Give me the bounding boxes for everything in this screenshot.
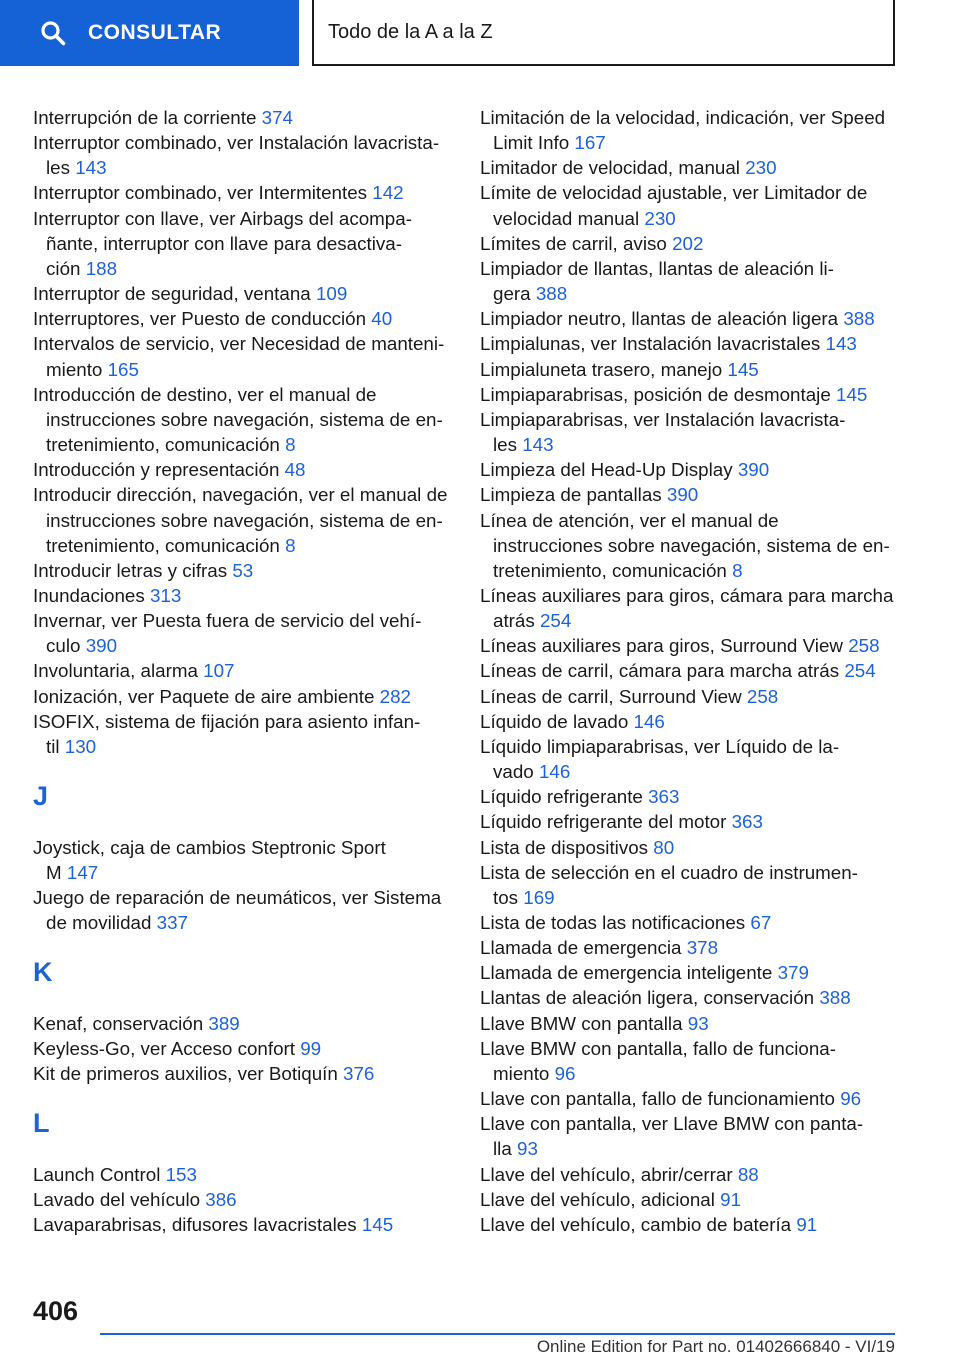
index-entry-text: miento (46, 358, 103, 380)
index-page-link[interactable]: 88 (737, 1163, 759, 1185)
index-page-link[interactable]: 230 (745, 157, 777, 179)
index-page-link[interactable]: 337 (156, 912, 189, 934)
index-page-link[interactable]: 153 (165, 1163, 197, 1185)
index-page-link[interactable]: 93 (517, 1138, 538, 1160)
index-entry-text: Líneas de carril, cámara para marcha atrás (480, 660, 840, 682)
index-entry-text: Inundaciones (33, 584, 145, 606)
index-entry-text: tretenimiento, comunicación (493, 559, 727, 581)
index-entry-text: Líquido de lavado (480, 710, 629, 732)
footer-divider (100, 1333, 895, 1335)
index-entry (33, 482, 451, 557)
index-entry-text: Juego de reparación de neumáticos, ver Sistema (33, 886, 442, 908)
index-entry-text: Joystick, caja de cambios Steptronic Sport (33, 836, 386, 858)
index-page-link[interactable]: 390 (737, 459, 770, 481)
index-entry-text: Introducción de destino, ver el manual de (33, 383, 377, 405)
index-entry (480, 1086, 898, 1111)
index-entry-text: Línea de atención, ver el manual de (480, 509, 779, 531)
index-entry (480, 1011, 898, 1036)
index-entry-text: Involuntaria, alarma (33, 660, 198, 682)
index-entry (480, 1187, 898, 1212)
index-entry (480, 180, 898, 230)
index-page-link[interactable]: 169 (523, 886, 555, 908)
index-page-link[interactable]: 145 (836, 383, 868, 405)
index-entry-text: Lista de dispositivos (480, 836, 649, 858)
index-entry-text: Líquido refrigerante (480, 786, 643, 808)
index-entry-text: Limpialuneta trasero, manejo (480, 358, 723, 380)
index-page-link[interactable]: 389 (208, 1012, 240, 1034)
index-entry-text: Límite de velocidad ajustable, ver Limitador de (480, 182, 868, 204)
index-entry (33, 1036, 451, 1061)
index-entry (33, 835, 451, 885)
index-page-link[interactable]: 167 (574, 132, 606, 154)
index-entry (33, 180, 451, 205)
index-page-link[interactable]: 165 (107, 358, 139, 380)
index-page-link[interactable]: 8 (285, 434, 296, 456)
index-entry-text: Interruptor con llave, ver Airbags del acompa- (33, 207, 412, 229)
index-page-link[interactable]: 67 (750, 912, 772, 933)
index-entry-text: M (46, 861, 62, 883)
index-entry (480, 1036, 898, 1086)
index-entry (33, 105, 451, 130)
index-entry-text: Llantas de aleación ligera, conservación (480, 987, 815, 1009)
index-page-link[interactable]: 390 (666, 484, 699, 506)
index-entry (33, 130, 451, 180)
index-column-right (480, 105, 898, 1237)
index-entry (480, 960, 898, 985)
index-entry (480, 860, 898, 910)
index-entry (33, 1061, 451, 1086)
index-entry-text: Líquido limpiaparabrisas, ver Líquido de la- (480, 735, 840, 757)
index-page-link[interactable]: 145 (361, 1213, 394, 1235)
index-page-link[interactable]: 386 (205, 1188, 237, 1210)
index-entry-text: Limpialunas, ver Instalación lavacristales (480, 333, 821, 355)
index-entry-text: Interruptores, ver Puesto de conducción (33, 308, 367, 330)
index-entry (33, 608, 451, 658)
index-page-link[interactable]: 130 (64, 735, 97, 757)
index-page-link[interactable]: 313 (149, 584, 182, 606)
index-page-link[interactable]: 93 (687, 1012, 709, 1034)
index-entry-text: culo (46, 635, 81, 657)
index-page-link[interactable]: 107 (203, 660, 235, 682)
index-column-left (33, 105, 451, 1237)
index-entry-text: miento (493, 1062, 550, 1084)
index-page-link[interactable]: 390 (85, 635, 118, 657)
index-entry-text: Intervalos de servicio, ver Necesidad de manteni- (33, 333, 445, 355)
index-page-link[interactable]: 142 (372, 182, 404, 204)
index-page-link[interactable]: 96 (840, 1088, 862, 1110)
index-entry-text: les (493, 434, 518, 456)
index-page-link[interactable]: 363 (731, 811, 763, 833)
index-entry (480, 809, 898, 834)
index-entry-text: Introducir dirección, navegación, ver el manual de (33, 484, 448, 506)
index-entry (480, 382, 898, 407)
index-entry (480, 935, 898, 960)
index-entry (480, 482, 898, 507)
index-entry-text: Launch Control (33, 1163, 161, 1185)
consult-label: CONSULTAR (88, 21, 222, 44)
index-entry-text: ISOFIX, sistema de fijación para asiento infan- (33, 710, 421, 732)
index-entry-text: Limitación de la velocidad, indicación, ver Speed (480, 107, 886, 128)
index-entry-text: Introducir letras y cifras (33, 559, 228, 581)
index-entry-text: Límites de carril, aviso (480, 232, 667, 254)
index-entry-text: vado (493, 761, 534, 783)
index-entry (33, 331, 451, 381)
index-entry-text: Llave con pantalla, ver Llave BMW con panta- (480, 1113, 864, 1135)
index-entry-text: les (46, 157, 71, 179)
index-page-link[interactable]: 145 (727, 358, 759, 380)
index-entry-text: Limpiaparabrisas, posición de desmontaje (480, 383, 831, 405)
index-page-link[interactable]: 254 (844, 660, 876, 682)
index-page-link[interactable]: 378 (686, 937, 719, 959)
index-page-link[interactable]: 8 (285, 534, 296, 556)
index-entry (480, 910, 898, 935)
index-entry (33, 206, 451, 281)
index-entry-text: de movilidad (46, 912, 152, 934)
index-entry-text: Llamada de emergencia inteligente (480, 962, 773, 984)
index-page-link[interactable]: 258 (848, 635, 880, 657)
index-entry-text: Lavado del vehículo (33, 1188, 201, 1210)
index-page-link[interactable]: 146 (633, 710, 665, 732)
index-page-link[interactable]: 230 (644, 207, 676, 229)
index-entry-text: Llave del vehículo, adicional (480, 1188, 715, 1210)
index-entry (480, 457, 898, 482)
index-page-link[interactable]: 258 (746, 685, 779, 707)
index-entry-text: velocidad manual (493, 207, 640, 229)
index-entry-text: Limpieza del Head-Up Display (480, 459, 733, 481)
index-entry-text: gera (493, 283, 531, 305)
index-entry-text: til (46, 735, 60, 757)
index-entry (480, 357, 898, 382)
index-entry (33, 709, 451, 759)
index-entry (480, 734, 898, 784)
index-entry-text: Líneas auxiliares para giros, cámara para marcha (480, 584, 894, 606)
index-entry (480, 105, 898, 155)
index-entry (480, 331, 898, 356)
index-entry-text: instrucciones sobre navegación, sistema de en- (46, 509, 443, 531)
index-letter-heading: J (33, 781, 49, 812)
index-entry-text: Interruptor combinado, ver Intermitentes (33, 182, 368, 204)
section-tab-a-z[interactable] (312, 0, 895, 66)
index-page-link[interactable]: 388 (819, 987, 851, 1009)
index-page-link[interactable]: 53 (232, 559, 254, 581)
index-entry (480, 306, 898, 331)
index-entry (480, 256, 898, 306)
index-entry-text: Interruptor combinado, ver Instalación lavacrista- (33, 132, 440, 154)
footer-edition-text: Online Edition for Part no. 01402666840 - VI/19 (536, 1337, 895, 1356)
index-entry (33, 457, 451, 482)
index-page-link[interactable]: 147 (66, 861, 99, 883)
index-entry-text: Lista de selección en el cuadro de instrumen- (480, 861, 858, 883)
index-page-link[interactable]: 48 (284, 459, 306, 481)
index-entry (480, 508, 898, 583)
index-entry (480, 633, 898, 658)
index-entry-text: Interrupción de la corriente (33, 107, 257, 128)
index-page-link[interactable]: 143 (522, 434, 554, 456)
index-entry (33, 1162, 451, 1187)
index-entry-text: instrucciones sobre navegación, sistema de en- (46, 408, 443, 430)
index-page-link[interactable]: 188 (85, 257, 118, 279)
index-page-link[interactable]: 282 (379, 685, 411, 707)
index-entry-text: Ionización, ver Paquete de aire ambiente (33, 685, 375, 707)
index-entry-text: Llave del vehículo, cambio de batería (480, 1213, 792, 1235)
index-letter-heading: K (33, 957, 53, 988)
index-entry (33, 1212, 451, 1237)
index-entry-text: ción (46, 257, 81, 279)
index-entry-text: Limpiador de llantas, llantas de aleación li- (480, 257, 834, 279)
section-label: Todo de la A a la Z (328, 20, 493, 43)
index-entry (480, 835, 898, 860)
index-entry (33, 583, 451, 608)
index-entry-text: Llave BMW con pantalla, fallo de funciona- (480, 1037, 837, 1059)
index-page-link[interactable]: 146 (538, 761, 571, 783)
index-page-link[interactable]: 202 (672, 232, 704, 254)
index-entry-text: Limitador de velocidad, manual (480, 157, 740, 179)
index-page-link[interactable]: 109 (315, 283, 348, 305)
index-entry-text: Lavaparabrisas, difusores lavacristales (33, 1213, 357, 1235)
index-entry-text: Invernar, ver Puesta fuera de servicio del vehí- (33, 610, 422, 632)
index-entry-text: tos (493, 886, 519, 908)
index-page-link[interactable]: 91 (796, 1213, 818, 1235)
index-entry (480, 709, 898, 734)
index-page-link[interactable]: 376 (343, 1063, 375, 1084)
index-page-link[interactable]: 8 (732, 559, 743, 581)
index-entry-text: Llamada de emergencia (480, 937, 682, 959)
index-entry (33, 382, 451, 457)
index-entry-text: Interruptor de seguridad, ventana (33, 283, 311, 305)
index-page-link[interactable]: 143 (825, 333, 857, 355)
index-entry-text: Keyless-Go, ver Acceso confort (33, 1037, 296, 1059)
index-page-link[interactable]: 80 (653, 836, 675, 858)
index-entry-text: lla (493, 1138, 512, 1160)
index-entry (33, 306, 451, 331)
index-entry-text: Kenaf, conservación (33, 1012, 204, 1034)
index-entry-text: Lista de todas las notificaciones (480, 912, 746, 933)
index-page-link[interactable]: 91 (720, 1188, 742, 1210)
top-navigation (0, 0, 960, 66)
index-page-link[interactable]: 143 (75, 157, 107, 179)
index-entry-text: atrás (493, 610, 535, 632)
index-entry (33, 1187, 451, 1212)
index-letter-heading: L (33, 1108, 50, 1139)
index-page-link[interactable]: 363 (648, 786, 680, 808)
index-entry (480, 985, 898, 1010)
index-entry-text: Líquido refrigerante del motor (480, 811, 727, 833)
search-icon (40, 20, 66, 46)
index-entry (480, 1111, 898, 1161)
index-entry-text: Llave del vehículo, abrir/cerrar (480, 1163, 733, 1185)
index-entry-text: Llave BMW con pantalla (480, 1012, 683, 1034)
index-entry-text: Líneas auxiliares para giros, Surround View (480, 635, 843, 657)
index-entry (480, 407, 898, 457)
index-entry (33, 281, 451, 306)
index-entry-text: instrucciones sobre navegación, sistema de en- (493, 534, 890, 556)
index-page-link[interactable]: 254 (539, 610, 572, 632)
index-page-link[interactable]: 99 (300, 1037, 322, 1059)
index-entry-text: ñante, interruptor con llave para desactiva- (46, 232, 403, 254)
index-entry-text: tretenimiento, comunicación (46, 534, 280, 556)
index-page-link[interactable]: 379 (777, 962, 809, 984)
index-entry (480, 155, 898, 180)
index-entry-text: tretenimiento, comunicación (46, 434, 280, 456)
index-page-link[interactable]: 388 (843, 308, 875, 330)
index-entry (33, 684, 451, 709)
index-entry (480, 784, 898, 809)
index-entry (480, 1212, 898, 1237)
index-entry (33, 885, 451, 935)
index-entry-text: Kit de primeros auxilios, ver Botiquín (33, 1063, 338, 1084)
index-entry-text: Limpiaparabrisas, ver Instalación lavacrista- (480, 408, 846, 430)
index-entry (480, 1162, 898, 1187)
index-entry (480, 658, 898, 683)
index-entry-text: Líneas de carril, Surround View (480, 685, 742, 707)
index-entry (33, 558, 451, 583)
index-entry (480, 231, 898, 256)
index-entry-text: Limit Info (493, 132, 570, 154)
index-page-link[interactable]: 388 (535, 283, 568, 305)
index-entry-text: Llave con pantalla, fallo de funcionamiento (480, 1088, 836, 1110)
index-entry-text: Limpiador neutro, llantas de aleación ligera (480, 308, 839, 330)
index-page-link[interactable]: 96 (554, 1062, 576, 1084)
index-entry (33, 658, 451, 683)
index-entry-text: Introducción y representación (33, 459, 280, 481)
index-page-link[interactable]: 40 (371, 308, 393, 330)
index-entry-text: Limpieza de pantallas (480, 484, 662, 506)
page-number: 406 (33, 1296, 79, 1326)
index-entry (480, 684, 898, 709)
index-page-link[interactable]: 374 (261, 107, 293, 128)
consult-button[interactable] (0, 0, 299, 66)
index-entry (33, 1011, 451, 1036)
index-entry (480, 583, 898, 633)
